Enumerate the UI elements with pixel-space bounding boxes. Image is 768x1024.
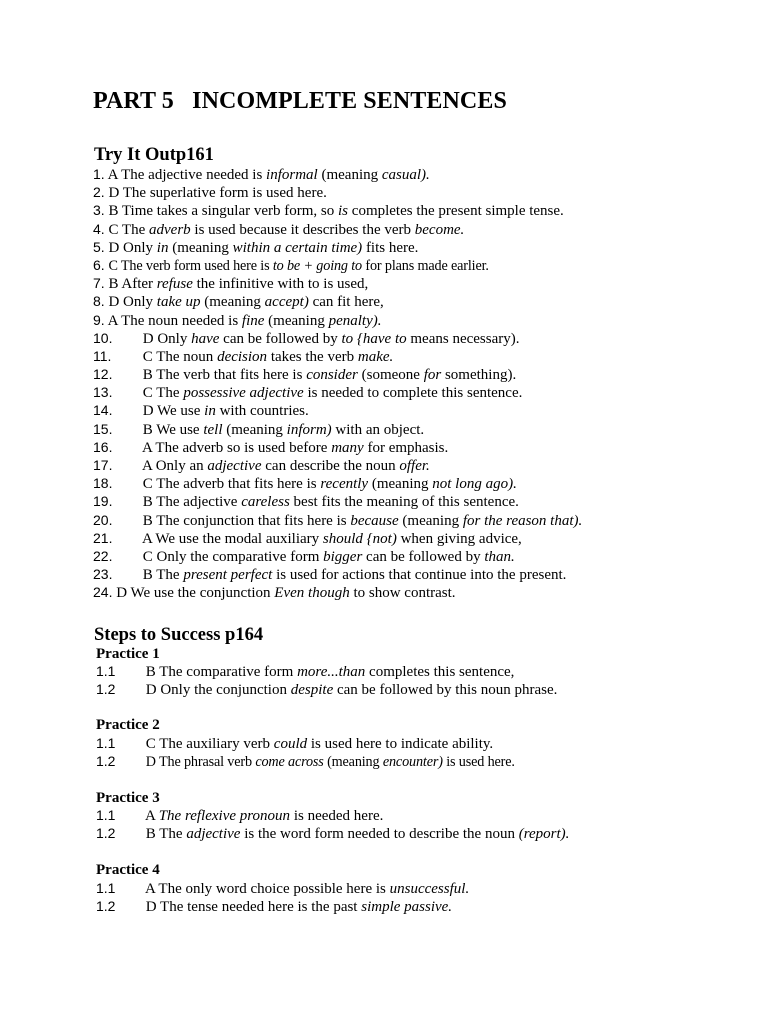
try-it-out-answer-list [93,165,582,602]
answer-number: 2. [93,184,105,201]
answer-text: C The adverb is used because it describes the verb become. [108,221,465,238]
answer-number: 6. [93,256,105,273]
answer-number: 1.1 [96,735,116,751]
answer-item [93,752,515,770]
answer-number: 8. [93,293,105,310]
answer-text: D Only have can be followed by to {have to means necessary). [142,330,520,347]
answer-item [93,511,582,529]
answer-item [93,824,569,842]
answer-item [93,256,582,274]
practice-3-answer-list [93,806,569,842]
answer-item [93,879,469,897]
answer-number: 20. [93,511,113,528]
answer-number: 16. [93,438,113,455]
answer-text: D We use the conjunction Even though to show contrast. [116,585,456,602]
answer-item [93,165,582,183]
answer-text: D The phrasal verb come across (meaning encounter) is used here. [145,754,515,771]
answer-number: 5. [93,238,105,255]
answer-number: 9. [93,311,105,328]
answer-item [93,383,582,401]
answer-item [93,565,582,583]
answer-number: 22. [93,547,113,564]
answer-number: 23. [93,566,113,583]
answer-text: B After refuse the infinitive with to is used, [108,276,369,293]
practice-1-answer-list [93,662,557,698]
answer-item [93,274,582,292]
try-it-out-heading: Try It Outp161 [94,145,214,165]
answer-item [93,547,582,565]
answer-number: 18. [93,475,113,492]
answer-text: B The adjective careless best fits the meaning of this sentence. [142,494,519,511]
answer-text: D We use in with countries. [142,403,309,420]
answer-number: 4. [93,220,105,237]
practice-1-heading: Practice 1 [96,646,160,662]
answer-item [93,680,557,698]
answer-text: C The possessive adjective is needed to complete this sentence. [142,385,523,402]
answer-number: 1.1 [96,807,116,823]
answer-text: D Only take up (meaning accept) can fit here, [108,294,384,311]
answer-number: 17. [93,457,113,473]
answer-item [93,292,582,310]
answer-text: B Time takes a singular verb form, so is completes the present simple tense. [108,203,564,220]
answer-text: D Only in (meaning within a certain time) fits here. [108,239,419,256]
answer-number: 10. [93,329,113,346]
answer-text: C The adverb that fits here is recently (meaning not long ago). [142,476,517,493]
answer-number: 13. [93,384,113,401]
answer-item [93,583,582,601]
answer-item [93,183,582,201]
answer-number: 7. [93,275,105,292]
answer-text: C The verb form used here is to be + going to for plans made earlier. [108,257,489,274]
answer-text: A The only word choice possible here is unsuccessful. [144,881,470,897]
answer-text: A Only an adjective can describe the noun offer. [141,458,430,474]
answer-number: 1.2 [96,681,116,698]
answer-text: B We use tell (meaning inform) with an object. [142,421,425,438]
answer-text: B The conjunction that fits here is because (meaning for the reason that). [142,512,583,529]
answer-item [93,238,582,256]
answer-text: C The noun decision takes the verb make. [142,348,394,365]
answer-item [93,662,557,680]
answer-number: 19. [93,493,113,510]
answer-item [93,492,582,510]
answer-number: 1. [93,166,105,182]
answer-text: B The verb that fits here is consider (someone for something). [142,367,517,384]
answer-item [93,401,582,419]
answer-item [93,365,582,383]
answer-item [93,529,582,547]
answer-text: C The auxiliary verb could is used here to indicate ability. [145,736,494,752]
answer-number: 1.1 [96,663,116,679]
answer-item [93,474,582,492]
answer-number: 1.1 [96,880,116,896]
answer-number: 21. [93,529,113,546]
answer-number: 1.2 [96,898,116,915]
answer-text: B The comparative form more...than completes this sentence, [145,664,515,680]
steps-to-success-heading: Steps to Success p164 [94,625,264,645]
answer-text: A The adjective needed is informal (meaning casual). [107,167,430,183]
answer-item [93,806,569,824]
answer-item [93,329,582,347]
practice-4-heading: Practice 4 [96,862,160,878]
answer-text: D Only the conjunction despite can be followed by this noun phrase. [145,682,558,699]
answer-item [93,456,582,474]
answer-number: 1.2 [96,753,116,770]
practice-2-answer-list [93,734,515,770]
answer-number: 11. [93,347,112,364]
answer-text: A The reflexive pronoun is needed here. [144,808,384,824]
answer-text: A The noun needed is fine (meaning penalty). [107,312,382,329]
answer-text: A The adverb so is used before many for emphasis. [141,439,449,456]
answer-number: 1.2 [96,825,116,842]
answer-text: D The superlative form is used here. [108,185,327,202]
practice-2-heading: Practice 2 [96,717,160,733]
answer-item [93,734,515,752]
answer-item [93,897,469,915]
practice-4-answer-list [93,879,469,915]
answer-text: B The adjective is the word form needed to describe the noun (report). [145,826,570,843]
answer-number: 3. [93,202,105,219]
page-title: PART 5 INCOMPLETE SENTENCES [93,88,507,114]
answer-number: 12. [93,366,113,383]
answer-item [93,438,582,456]
answer-item [93,311,582,329]
answer-item [93,347,582,365]
answer-item [93,201,582,219]
answer-number: 24. [93,584,113,601]
answer-text: C Only the comparative form bigger can be followed by than. [142,548,515,565]
answer-number: 14. [93,402,113,419]
answer-item [93,420,582,438]
answer-number: 15. [93,420,113,437]
answer-item [93,220,582,238]
answer-text: B The present perfect is used for actions that continue into the present. [142,567,567,584]
answer-text: D The tense needed here is the past simple passive. [145,899,453,916]
practice-3-heading: Practice 3 [96,790,160,806]
answer-text: A We use the modal auxiliary should {not) when giving advice, [141,530,522,547]
